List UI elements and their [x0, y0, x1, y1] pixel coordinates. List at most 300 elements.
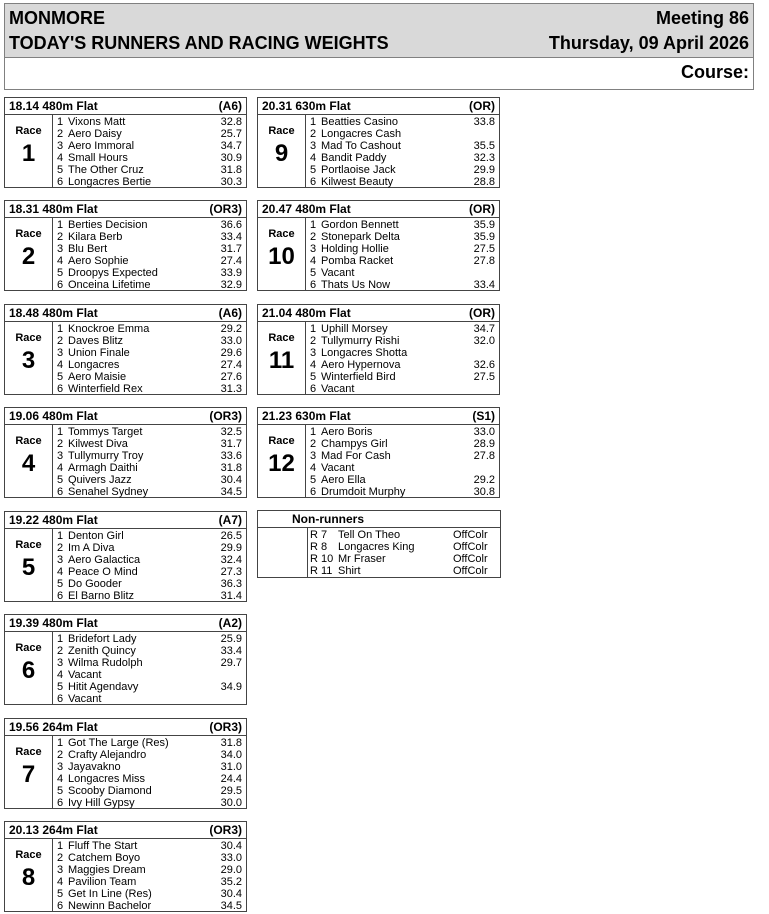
runner-trap: 2 [57, 749, 64, 761]
race-word: Race [15, 746, 42, 758]
race-header [258, 98, 499, 115]
runner-row [310, 267, 495, 279]
runner-weight: 30.4 [220, 474, 242, 486]
runner-row [57, 279, 242, 291]
race-grade: (OR3) [209, 720, 242, 734]
runner-row [310, 128, 495, 140]
runner-name: Aero Sophie [68, 255, 129, 267]
runner-trap: 4 [57, 773, 64, 785]
runner-weight: 31.8 [220, 737, 242, 749]
runner-row [57, 566, 242, 578]
runner-trap: 4 [57, 462, 64, 474]
runner-trap: 6 [57, 590, 64, 602]
runner-row [57, 542, 242, 554]
runner-name: Do Gooder [68, 578, 122, 590]
runner-name: Champys Girl [321, 438, 388, 450]
runner-trap: 1 [310, 219, 317, 231]
race-number-panel [5, 218, 53, 290]
runner-weight: 28.8 [473, 176, 495, 188]
runner-weight: 29.0 [220, 864, 242, 876]
runner-trap: 6 [57, 486, 64, 498]
runner-trap: 5 [57, 164, 64, 176]
runner-row [57, 693, 242, 705]
runner-name: Tommys Target [68, 426, 143, 438]
runner-row [57, 243, 242, 255]
runner-weight: 28.9 [473, 438, 495, 450]
runner-trap: 2 [310, 231, 317, 243]
runner-row [57, 152, 242, 164]
race-time-distance: 20.13 264m Flat [9, 823, 98, 837]
course-bar [4, 58, 754, 90]
race-number-panel [5, 839, 53, 911]
runner-name: Vacant [321, 462, 355, 474]
runner-name: Scooby Diamond [68, 785, 152, 797]
runner-weight: 27.6 [220, 371, 242, 383]
nonrunner-race: R 11 [310, 565, 333, 577]
runner-trap: 5 [310, 474, 317, 486]
runner-row [57, 371, 242, 383]
runner-row [57, 761, 242, 773]
runner-name: Tullymurry Troy [68, 450, 144, 462]
runner-weight: 32.8 [220, 116, 242, 128]
runner-name: Holding Hollie [321, 243, 389, 255]
runner-row [57, 888, 242, 900]
race-word: Race [15, 125, 42, 137]
runner-weight: 29.5 [220, 785, 242, 797]
runner-row [57, 128, 242, 140]
runner-row [57, 749, 242, 761]
nonrunner-name: Shirt [338, 565, 361, 577]
race-word: Race [15, 849, 42, 861]
runner-weight: 34.7 [473, 323, 495, 335]
nonrunner-reason: OffColr [453, 565, 488, 577]
runner-row [57, 255, 242, 267]
runner-trap: 4 [57, 152, 64, 164]
runner-trap: 1 [310, 426, 317, 438]
runner-trap: 5 [57, 888, 64, 900]
race-time-distance: 18.31 480m Flat [9, 202, 98, 216]
nonrunner-reason: OffColr [453, 541, 488, 553]
runner-row [310, 474, 495, 486]
venue-title: MONMORE [9, 8, 105, 28]
runner-row [310, 323, 495, 335]
runner-weight: 27.4 [220, 359, 242, 371]
runner-trap: 3 [57, 554, 64, 566]
race-header [5, 719, 246, 736]
runner-trap: 2 [57, 231, 64, 243]
runner-name: Aero Galactica [68, 554, 141, 566]
runner-name: Tullymurry Rishi [321, 335, 400, 347]
race-number: 8 [21, 864, 36, 891]
runner-row [57, 900, 242, 912]
nonrunner-race: R 8 [310, 541, 328, 553]
race-time-distance: 18.48 480m Flat [9, 306, 98, 320]
race-word: Race [268, 435, 295, 447]
runner-name: Winterfield Rex [68, 383, 143, 395]
runner-name: Vacant [68, 693, 102, 705]
race-header [5, 201, 246, 218]
runner-weight: 30.4 [220, 840, 242, 852]
runner-trap: 1 [57, 426, 64, 438]
runner-name: Small Hours [68, 152, 128, 164]
runner-trap: 3 [57, 657, 64, 669]
race-time-distance: 20.31 630m Flat [262, 99, 351, 113]
race-time-distance: 21.23 630m Flat [262, 409, 351, 423]
runner-weight: 31.8 [220, 462, 242, 474]
race-number-panel [5, 736, 53, 808]
runner-trap: 5 [57, 267, 64, 279]
runner-trap: 1 [57, 633, 64, 645]
runner-trap: 5 [57, 371, 64, 383]
runner-name: Ivy Hill Gypsy [68, 797, 135, 809]
nonrunners-box [257, 510, 501, 578]
race-number: 5 [21, 554, 36, 581]
runner-weight: 30.3 [220, 176, 242, 188]
race-header [258, 408, 499, 425]
race-number-panel [5, 632, 53, 704]
runner-name: Longacres Bertie [68, 176, 152, 188]
nonrunner-name: Mr Fraser [338, 553, 386, 565]
runner-weight: 30.9 [220, 152, 242, 164]
runner-trap: 2 [310, 438, 317, 450]
runner-weight: 33.0 [473, 426, 495, 438]
runner-name: Wilma Rudolph [68, 657, 143, 669]
runner-trap: 5 [57, 785, 64, 797]
header-right [549, 6, 749, 56]
runner-row [57, 347, 242, 359]
runner-weight: 31.3 [220, 383, 242, 395]
runner-name: Mad For Cash [321, 450, 391, 462]
runner-trap: 3 [57, 450, 64, 462]
runner-name: Longacres Miss [68, 773, 146, 785]
runner-name: Aero Hypernova [321, 359, 401, 371]
race-card [257, 304, 500, 395]
runner-row [57, 486, 242, 498]
runner-trap: 6 [57, 797, 64, 809]
runner-trap: 3 [57, 243, 64, 255]
race-card [257, 97, 500, 188]
runner-weight: 35.2 [220, 876, 242, 888]
nonrunner-row [310, 529, 496, 541]
runner-row [57, 797, 242, 809]
race-header [5, 822, 246, 839]
nonrunner-row [310, 565, 496, 577]
race-number: 2 [21, 243, 36, 270]
race-number-panel [5, 322, 53, 394]
race-grade: (A7) [218, 513, 242, 527]
runner-weight: 36.3 [220, 578, 242, 590]
runner-row [57, 450, 242, 462]
runner-name: Longacres [68, 359, 120, 371]
nonrunner-reason: OffColr [453, 529, 488, 541]
runner-weight: 31.7 [220, 243, 242, 255]
runner-name: Vacant [68, 669, 102, 681]
runner-weight: 32.6 [473, 359, 495, 371]
runner-weight: 26.5 [220, 530, 242, 542]
race-time-distance: 18.14 480m Flat [9, 99, 98, 113]
race-card [4, 821, 247, 912]
runner-name: Hitit Agendavy [68, 681, 139, 693]
runner-name: Vacant [321, 383, 355, 395]
runner-trap: 3 [57, 864, 64, 876]
runner-name: Onceina Lifetime [68, 279, 151, 291]
runner-weight: 31.8 [220, 164, 242, 176]
runner-trap: 4 [310, 152, 317, 164]
runner-row [310, 426, 495, 438]
runner-weight: 31.7 [220, 438, 242, 450]
race-grade: (A6) [218, 99, 242, 113]
runner-weight: 25.7 [220, 128, 242, 140]
runner-weight: 27.8 [473, 255, 495, 267]
race-grade: (S1) [472, 409, 495, 423]
report-subtitle: TODAY'S RUNNERS AND RACING WEIGHTS [9, 33, 389, 53]
runner-name: Kilwest Diva [68, 438, 128, 450]
runner-name: Vacant [321, 267, 355, 279]
race-number-panel [5, 115, 53, 187]
runner-weight: 33.4 [220, 645, 242, 657]
race-number-panel [258, 425, 306, 497]
runner-name: The Other Cruz [68, 164, 144, 176]
runner-name: Jayavakno [68, 761, 121, 773]
runner-trap: 3 [57, 347, 64, 359]
runner-row [57, 554, 242, 566]
runner-name: Winterfield Bird [321, 371, 396, 383]
race-time-distance: 19.22 480m Flat [9, 513, 98, 527]
runner-trap: 2 [310, 128, 317, 140]
runner-row [57, 840, 242, 852]
race-number: 4 [21, 450, 36, 477]
runner-name: Armagh Daithi [68, 462, 138, 474]
runner-weight: 34.0 [220, 749, 242, 761]
runner-trap: 1 [57, 840, 64, 852]
runner-row [57, 438, 242, 450]
course-label: Course: [680, 62, 749, 82]
runner-trap: 6 [310, 176, 317, 188]
runner-trap: 4 [310, 462, 317, 474]
header-left [9, 6, 389, 56]
runner-row [57, 176, 242, 188]
runner-trap: 1 [57, 219, 64, 231]
runner-row [57, 785, 242, 797]
race-card [4, 97, 247, 188]
race-header [5, 305, 246, 322]
race-card [4, 614, 247, 705]
runner-weight: 27.5 [473, 243, 495, 255]
runner-row [57, 876, 242, 888]
runner-trap: 6 [57, 900, 64, 912]
race-word: Race [15, 435, 42, 447]
race-number: 10 [268, 243, 295, 270]
race-header [5, 615, 246, 632]
runner-name: Daves Blitz [68, 335, 124, 347]
nonrunner-row [310, 541, 496, 553]
runner-trap: 5 [57, 681, 64, 693]
runner-weight: 29.6 [220, 347, 242, 359]
runner-weight: 29.9 [473, 164, 495, 176]
race-header [258, 201, 499, 218]
runner-name: Zenith Quincy [68, 645, 136, 657]
runner-name: Kilara Berb [68, 231, 123, 243]
race-card [257, 200, 500, 291]
runner-name: Gordon Bennett [321, 219, 399, 231]
nonrunners-title: Non-runners [258, 511, 500, 528]
runner-row [57, 462, 242, 474]
runner-weight: 24.4 [220, 773, 242, 785]
runner-name: Stonepark Delta [321, 231, 400, 243]
runner-trap: 6 [57, 176, 64, 188]
runner-weight: 33.0 [220, 852, 242, 864]
race-word: Race [268, 332, 295, 344]
runner-weight: 25.9 [220, 633, 242, 645]
runner-name: Aero Boris [321, 426, 373, 438]
runner-row [310, 462, 495, 474]
runner-row [57, 267, 242, 279]
race-word: Race [15, 228, 42, 240]
race-card [4, 200, 247, 291]
runner-weight: 29.2 [220, 323, 242, 335]
runner-name: Blu Bert [68, 243, 108, 255]
runner-row [57, 323, 242, 335]
runner-weight: 34.9 [220, 681, 242, 693]
runner-name: Uphill Morsey [321, 323, 388, 335]
race-card [257, 407, 500, 498]
runner-weight: 33.4 [473, 279, 495, 291]
runner-row [57, 590, 242, 602]
runner-trap: 4 [57, 566, 64, 578]
runner-row [310, 176, 495, 188]
runner-name: Beatties Casino [321, 116, 399, 128]
runner-weight: 29.7 [220, 657, 242, 669]
runner-trap: 1 [310, 116, 317, 128]
race-grade: (OR) [469, 306, 495, 320]
runner-weight: 27.4 [220, 255, 242, 267]
runner-trap: 3 [310, 140, 317, 152]
runner-row [310, 383, 495, 395]
meeting-date: Thursday, 09 April 2026 [548, 33, 749, 53]
runner-trap: 3 [57, 140, 64, 152]
nonrunners-list [307, 528, 500, 577]
runner-trap: 5 [310, 164, 317, 176]
runner-row [57, 633, 242, 645]
runner-weight: 32.4 [220, 554, 242, 566]
runner-row [310, 359, 495, 371]
race-time-distance: 19.39 480m Flat [9, 616, 98, 630]
runner-weight: 32.5 [220, 426, 242, 438]
runner-trap: 4 [57, 876, 64, 888]
runner-weight: 30.8 [473, 486, 495, 498]
runner-trap: 2 [57, 128, 64, 140]
runner-weight: 31.0 [220, 761, 242, 773]
runner-weight: 32.0 [473, 335, 495, 347]
race-number: 3 [21, 347, 36, 374]
runner-name: Bandit Paddy [321, 152, 387, 164]
nonrunner-name: Tell On Theo [338, 529, 401, 541]
race-time-distance: 21.04 480m Flat [262, 306, 351, 320]
race-header [5, 98, 246, 115]
race-number: 6 [21, 657, 36, 684]
runner-name: Aero Ella [321, 474, 366, 486]
runner-weight: 30.0 [220, 797, 242, 809]
runner-weight: 33.6 [220, 450, 242, 462]
runner-row [57, 426, 242, 438]
runner-weight: 34.7 [220, 140, 242, 152]
runner-weight: 27.3 [220, 566, 242, 578]
race-header [5, 512, 246, 529]
runner-weight: 29.2 [473, 474, 495, 486]
runner-trap: 4 [57, 255, 64, 267]
runner-row [310, 371, 495, 383]
runner-weight: 33.0 [220, 335, 242, 347]
runner-weight: 35.5 [473, 140, 495, 152]
runner-row [57, 140, 242, 152]
race-number-panel [258, 115, 306, 187]
runner-trap: 6 [57, 693, 64, 705]
runner-name: Union Finale [68, 347, 130, 359]
race-card [4, 718, 247, 809]
runner-trap: 2 [57, 645, 64, 657]
runner-trap: 3 [57, 761, 64, 773]
runner-trap: 6 [57, 383, 64, 395]
runner-name: Kilwest Beauty [321, 176, 394, 188]
runner-row [57, 852, 242, 864]
runner-row [310, 219, 495, 231]
runner-trap: 4 [310, 255, 317, 267]
runner-trap: 6 [310, 383, 317, 395]
runner-name: Quivers Jazz [68, 474, 132, 486]
runner-name: Pomba Racket [321, 255, 394, 267]
race-card [4, 407, 247, 498]
nonrunner-reason: OffColr [453, 553, 488, 565]
runner-name: Thats Us Now [321, 279, 391, 291]
race-card [4, 511, 247, 602]
runner-name: Vixons Matt [68, 116, 126, 128]
nonrunner-row [310, 553, 496, 565]
runner-row [310, 486, 495, 498]
race-word: Race [268, 125, 295, 137]
runner-row [57, 474, 242, 486]
runner-row [57, 359, 242, 371]
runner-weight: 35.9 [473, 219, 495, 231]
report-header [4, 3, 754, 58]
runner-weight: 30.4 [220, 888, 242, 900]
runner-weight: 32.3 [473, 152, 495, 164]
race-header [258, 305, 499, 322]
runner-trap: 5 [57, 578, 64, 590]
race-grade: (OR) [469, 99, 495, 113]
race-word: Race [15, 332, 42, 344]
runner-trap: 2 [57, 438, 64, 450]
race-number-panel [5, 425, 53, 497]
race-time-distance: 19.56 264m Flat [9, 720, 98, 734]
runner-row [310, 255, 495, 267]
runner-weight: 29.9 [220, 542, 242, 554]
runner-row [57, 657, 242, 669]
runner-weight: 36.6 [220, 219, 242, 231]
runner-trap: 2 [57, 542, 64, 554]
runner-name: Droopys Expected [68, 267, 158, 279]
race-time-distance: 20.47 480m Flat [262, 202, 351, 216]
race-time-distance: 19.06 480m Flat [9, 409, 98, 423]
runner-name: Drumdoit Murphy [321, 486, 406, 498]
runner-row [57, 164, 242, 176]
runner-name: Mad To Cashout [321, 140, 401, 152]
runner-row [57, 116, 242, 128]
runner-row [310, 347, 495, 359]
runner-weight: 31.4 [220, 590, 242, 602]
runner-row [310, 140, 495, 152]
runner-trap: 1 [57, 737, 64, 749]
runner-weight: 33.8 [473, 116, 495, 128]
